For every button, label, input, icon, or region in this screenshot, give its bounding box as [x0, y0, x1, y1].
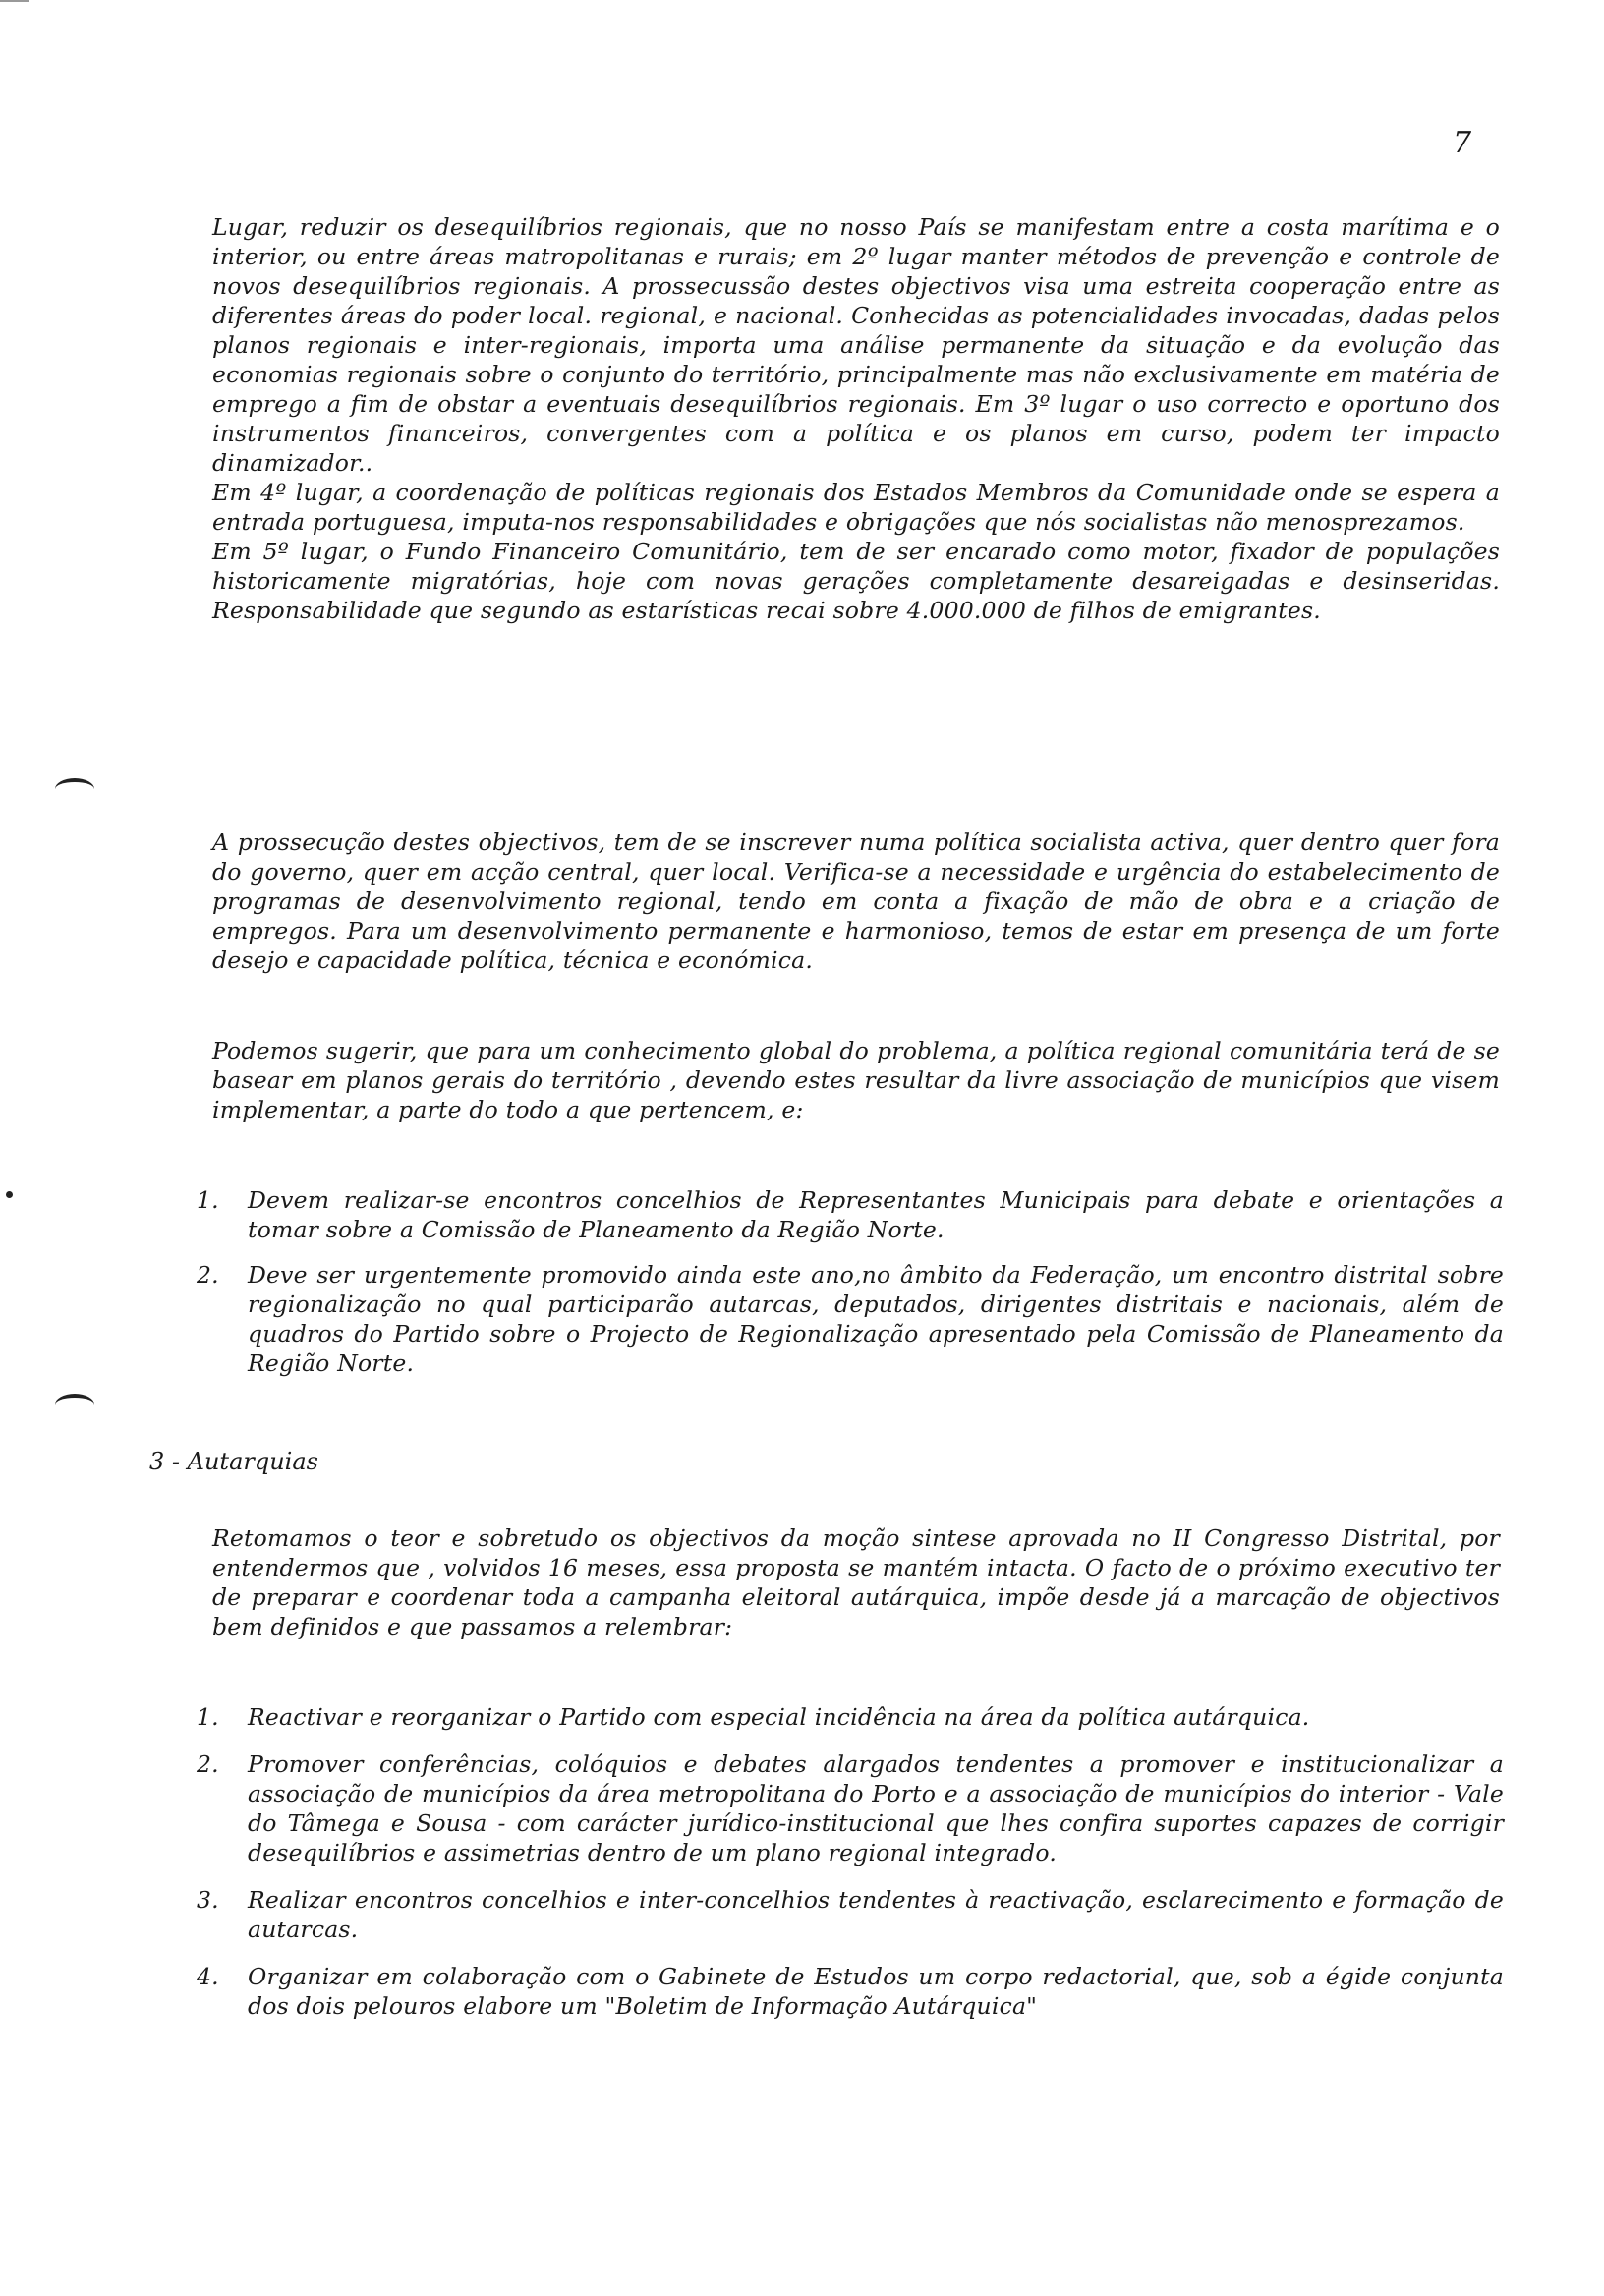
- paragraph: Lugar, reduzir os desequilíbrios regionais, que no nosso País se manifestam entre a costa marítima e o interior, ou entre áreas matropolitanas e rurais; em 2º lugar manter métodos de prevenção e controle de novos desequilíbrios regionais. A prossecussão destes objectivos visa uma estreita cooperação entre as diferentes áreas do poder local. regional, e nacional. Conhecidas as potencialidades invocadas, dadas pelos planos regionais e inter-regionais, importa uma análise permanente da situação e da evolução das economias regionais sobre o conjunto do território, principalmente mas não exclusivamente em matéria de emprego a fim de obstar a eventuais desequilíbrios regionais. Em 3º lugar o uso correcto e oportuno dos instrumentos financeiros, convergentes com a política e os planos em curso, podem ter impacto dinamizador..: [212, 213, 1500, 477]
- list-text: Promover conferências, colóquios e debates alargados tendentes a promover e institucionalizar a associação de municípios da área metropolitana do Porto e a associação de municípios do interior - Vale do Tâmega e Sousa - com carácter jurídico-institucional que lhes confira suportes capazes de corrigir desequilíbrios e assimetrias dentro de um plano regional integrado.: [248, 1751, 1504, 1866]
- recommendations-list: [197, 1185, 1504, 1378]
- scan-corner-mark: [0, 0, 29, 2]
- paragraph: A prossecução destes objectivos, tem de se inscrever numa política socialista activa, quer dentro quer fora do governo, quer em acção central, quer local. Verifica-se a necessidade e urgência do estabelecimento de programas de desenvolvimento regional, tendo em conta a fixação de mão de obra e a criação de empregos. Para um desenvolvimento permanente e harmonioso, temos de estar em presença de um forte desejo e capacidade política, técnica e económica.: [212, 829, 1500, 974]
- list-text: Deve ser urgentemente promovido ainda este ano,no âmbito da Federação, um encontro distrital sobre regionalização no qual participarão autarcas, deputados, dirigentes distritais e nacionais, além de quadros do Partido sobre o Projecto de Regionalização apresentado pela Comissão de Planeamento da Região Norte.: [248, 1261, 1504, 1377]
- list-number: 2.: [197, 1751, 219, 1778]
- page-number: 7: [1453, 126, 1472, 160]
- list-number: 2.: [197, 1261, 219, 1289]
- list-number: 4.: [197, 1963, 219, 1990]
- paragraph: Em 4º lugar, a coordenação de políticas regionais dos Estados Membros da Comunidade onde se espera a entrada portuguesa, imputa-nos responsabilidades e obrigações que nós socialistas não menosprezamos.: [212, 479, 1500, 536]
- objectives-list: [197, 1702, 1504, 2021]
- list-item: [197, 1185, 1504, 1244]
- list-number: 1.: [197, 1703, 219, 1731]
- list-item: [197, 1260, 1504, 1378]
- list-text: Realizar encontros concelhios e inter-concelhios tendentes à reactivação, esclarecimento e formação de autarcas.: [248, 1886, 1504, 1943]
- list-number: 1.: [197, 1186, 219, 1214]
- paragraph: Em 5º lugar, o Fundo Financeiro Comunitário, tem de ser encarado como motor, fixador de populações historicamente migratórias, hoje com novas gerações completamente desareigadas e desinseridas. Responsabilidade que segundo as estarísticas recai sobre 4.000.000 de filhos de emigrantes.: [212, 538, 1500, 624]
- list-text: Organizar em colaboração com o Gabinete de Estudos um corpo redactorial, que, sob a égide conjunta dos dois pelouros elabore um "Boletim de Informação Autárquica": [248, 1963, 1504, 2020]
- paragraph-block-1: [212, 212, 1500, 625]
- scan-dot: [6, 1191, 13, 1198]
- section-heading: 3 - Autarquias: [149, 1448, 318, 1475]
- punch-hole-mark: [55, 1394, 94, 1415]
- paragraph: Retomamos o teor e sobretudo os objectivos da moção sintese aprovada no II Congresso Distrital, por entendermos que , volvidos 16 meses, essa proposta se mantém intacta. O facto de o próximo executivo ter de preparar e coordenar toda a campanha eleitoral autárquica, impõe desde já a marcação de objectivos bem definidos e que passamos a relembrar:: [212, 1524, 1500, 1640]
- list-number: 3.: [197, 1886, 219, 1914]
- list-text: Devem realizar-se encontros concelhios de Representantes Municipais para debate e orientações a tomar sobre a Comissão de Planeamento da Região Norte.: [248, 1186, 1504, 1243]
- list-text: Reactivar e reorganizar o Partido com especial incidência na área da política autárquica.: [248, 1703, 1310, 1731]
- paragraph: Podemos sugerir, que para um conhecimento global do problema, a política regional comunitária terá de se basear em planos gerais do território , devendo estes resultar da livre associação de municípios que visem implementar, a parte do todo a que pertencem, e:: [212, 1037, 1500, 1123]
- punch-hole-mark: [55, 778, 94, 800]
- paragraph-block-3: [212, 1036, 1500, 1124]
- list-item: [197, 1702, 1504, 1732]
- list-item: [197, 1962, 1504, 2021]
- list-item: [197, 1750, 1504, 1867]
- section-paragraph-block: [212, 1523, 1500, 1641]
- list-item: [197, 1885, 1504, 1944]
- paragraph-block-2: [212, 828, 1500, 975]
